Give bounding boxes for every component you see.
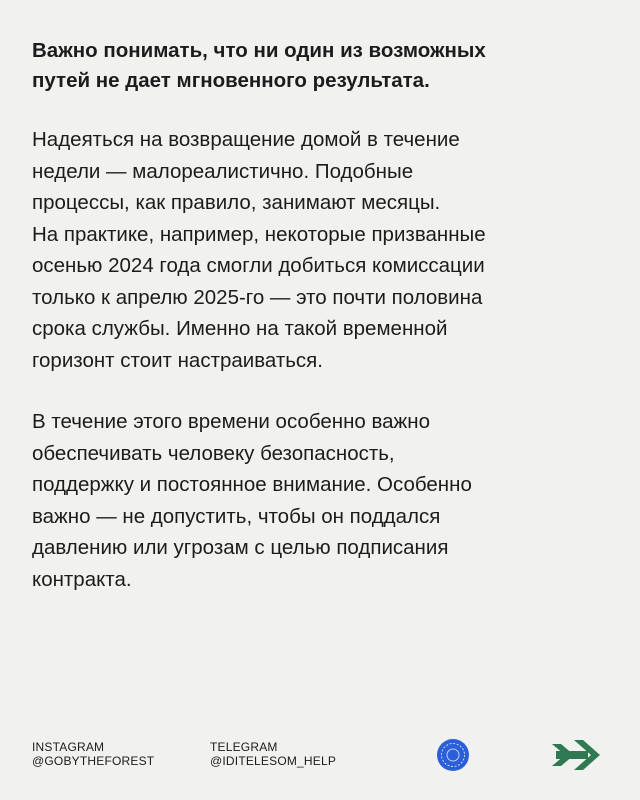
instagram-handle[interactable]: @GOBYTHEFOREST — [32, 754, 155, 768]
post-heading: Важно понимать, что ни один из возможных путей не дает мгновенного результата. — [32, 39, 486, 92]
telegram-handle[interactable]: @IDITELESOM_HELP — [210, 754, 337, 768]
double-arrow-right-icon[interactable] — [552, 740, 608, 770]
post-content — [32, 36, 612, 625]
post-paragraph-1: Надеяться на возвращение домой в течение недели — малореалистично. Подобные процессы, как правило, занимают месяцы. На практике, например, некоторые призванные осенью 2024 года смогли добиться комиссации только к апрелю 2025-го — это почти половина срока службы. Именно на такой временной горизонт стоит настраиваться. — [32, 128, 486, 372]
instagram-contact[interactable] — [32, 740, 154, 768]
telegram-label: TELEGRAM — [210, 740, 278, 754]
round-logo-icon — [436, 738, 470, 772]
instagram-label: INSTAGRAM — [32, 740, 105, 754]
footer — [32, 740, 608, 776]
telegram-contact[interactable] — [210, 740, 336, 768]
post-paragraph-2: В течение этого времени особенно важно обеспечивать человеку безопасность, поддержку и постоянное внимание. Особенно важно — не допустить, чтобы он поддался давлению или угрозам с целью подписания контракта. — [32, 410, 472, 591]
